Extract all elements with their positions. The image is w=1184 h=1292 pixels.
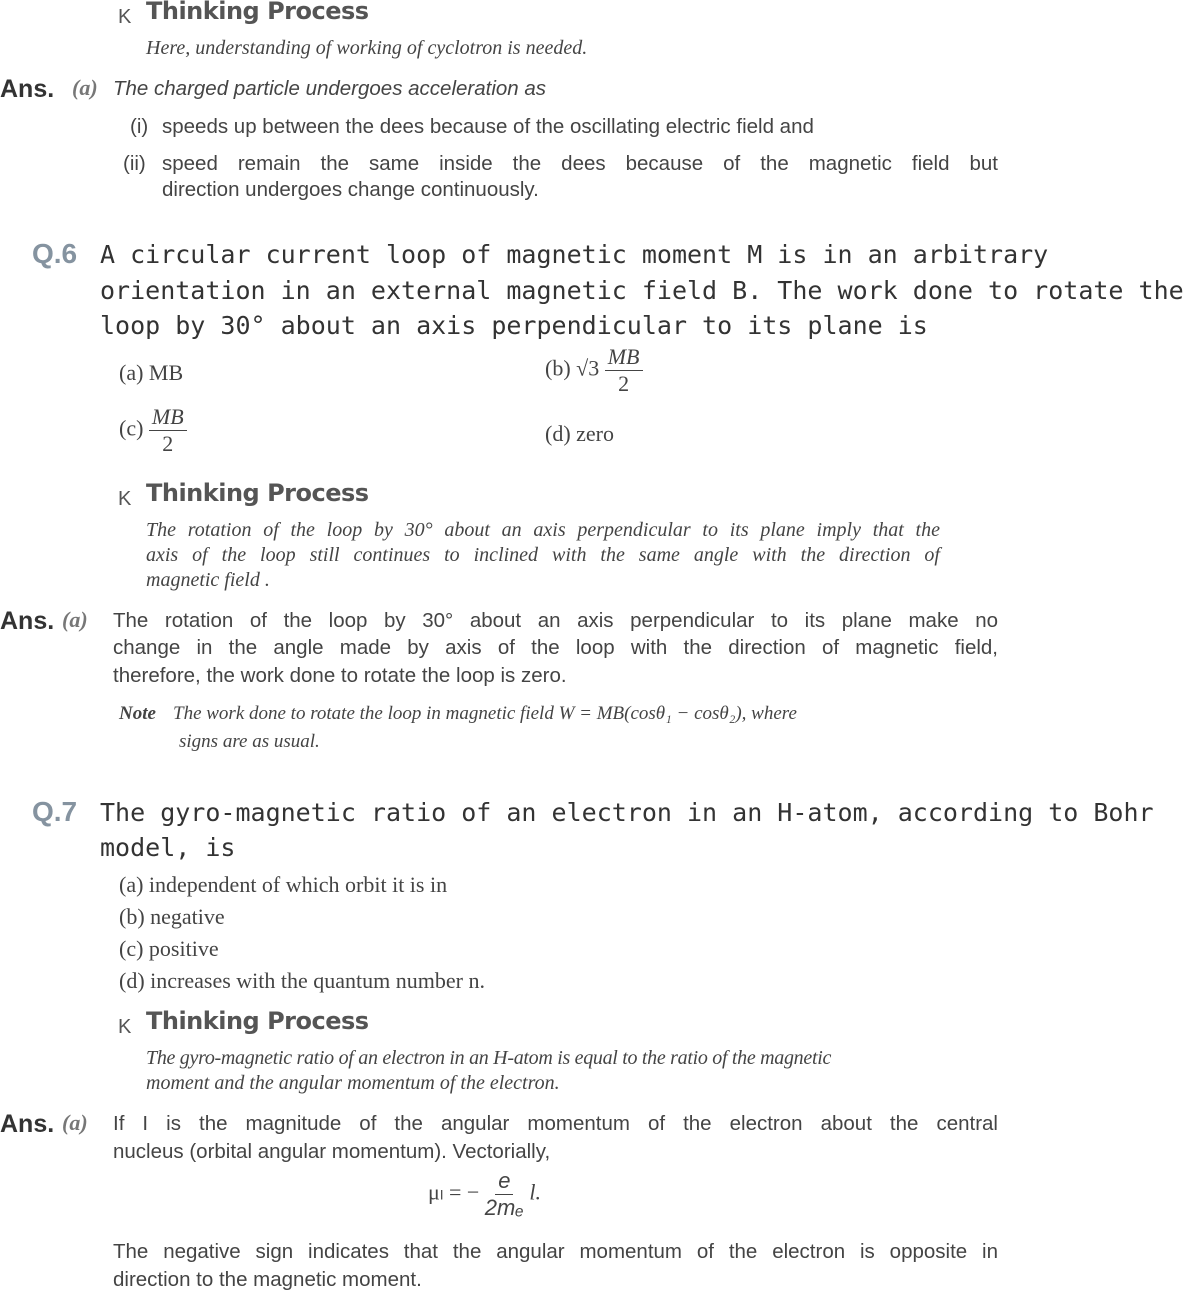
ans-option: (a)	[62, 1110, 88, 1135]
ans-label: Ans.	[0, 607, 55, 635]
option-d: (d) zero	[545, 421, 615, 446]
ans-text: The charged particle undergoes acceleration as	[113, 77, 547, 100]
option-d: (d) increases with the quantum number n.	[119, 968, 485, 993]
thinking-process-text: Here, understanding of working of cyclotron is needed.	[146, 37, 588, 59]
note-text: The work done to rotate the loop in magnetic field W = MB(cosθ₁ − cosθ₂), where	[173, 703, 797, 724]
ans-label: Ans.	[0, 75, 55, 103]
question-text: A circular current loop of magnetic moment M is in an arbitrary	[100, 240, 1049, 269]
option-b: (b) negative	[119, 904, 225, 929]
thinking-process-text: The gyro-magnetic ratio of an electron in an H-atom is equal to the ratio of the magnetic	[146, 1047, 832, 1069]
k-marker: K	[118, 488, 132, 510]
ans-text: The rotation of the loop by 30° about an axis perpendicular to its plane make no	[113, 609, 998, 632]
thinking-process-text: The rotation of the loop by 30° about an axis perpendicular to its plane imply that the	[146, 519, 940, 541]
option-c: (c) positive	[119, 936, 219, 961]
question-text: The gyro-magnetic ratio of an electron in an H-atom, according to Bohr	[100, 798, 1154, 827]
item-num: (i)	[130, 115, 149, 138]
note-label: Note	[119, 703, 156, 724]
item-text: speeds up between the dees because of the oscillating electric field and	[162, 115, 814, 138]
option-c: (c) $\frac{MB}{2}$	[119, 404, 187, 457]
ans-option: (a)	[72, 75, 98, 100]
formula: μₗ = − $\frac{e}{\text{2mₑ}}$ l.	[428, 1168, 541, 1220]
thinking-process-text: moment and the angular momentum of the electron.	[146, 1072, 560, 1094]
question-number: Q.7	[32, 796, 78, 827]
question-text: loop by 30° about an axis perpendicular to its plane is	[100, 311, 928, 340]
ans-label: Ans.	[0, 1110, 55, 1138]
thinking-process-heading: Thinking Process	[146, 1007, 369, 1035]
ans-text: therefore, the work done to rotate the loop is zero.	[113, 664, 567, 687]
ans-option: (a)	[62, 607, 88, 632]
question-text: model, is	[100, 833, 236, 862]
conclusion-text: direction to the magnetic moment.	[113, 1268, 422, 1291]
thinking-process-text: magnetic field .	[146, 569, 270, 591]
ans-text: If I is the magnitude of the angular momentum of the electron about the central	[113, 1112, 998, 1135]
thinking-process-heading: Thinking Process	[146, 0, 369, 25]
k-marker: K	[118, 1016, 132, 1038]
conclusion-text: The negative sign indicates that the angular momentum of the electron is opposite in	[113, 1240, 998, 1263]
question-number: Q.6	[32, 238, 78, 269]
k-marker: K	[118, 6, 132, 28]
option-a: (a) independent of which orbit it is in	[119, 872, 448, 897]
thinking-process-heading: Thinking Process	[146, 479, 369, 507]
item-text: direction undergoes change continuously.	[162, 178, 539, 201]
option-a: (a) MB	[119, 360, 184, 385]
question-text: orientation in an external magnetic field B. The work done to rotate the	[100, 276, 1184, 305]
item-text: speed remain the same inside the dees because of the magnetic field but	[162, 152, 998, 175]
option-b: (b) √3 $\frac{MB}{2}$	[545, 344, 643, 397]
ans-text: change in the angle made by axis of the loop with the direction of magnetic field,	[113, 636, 998, 659]
thinking-process-text: axis of the loop still continues to inclined with the same angle with the direction of	[146, 544, 940, 566]
item-num: (ii)	[123, 152, 146, 175]
ans-text: nucleus (orbital angular momentum). Vectorially,	[113, 1140, 551, 1163]
note-text: signs are as usual.	[179, 731, 320, 752]
